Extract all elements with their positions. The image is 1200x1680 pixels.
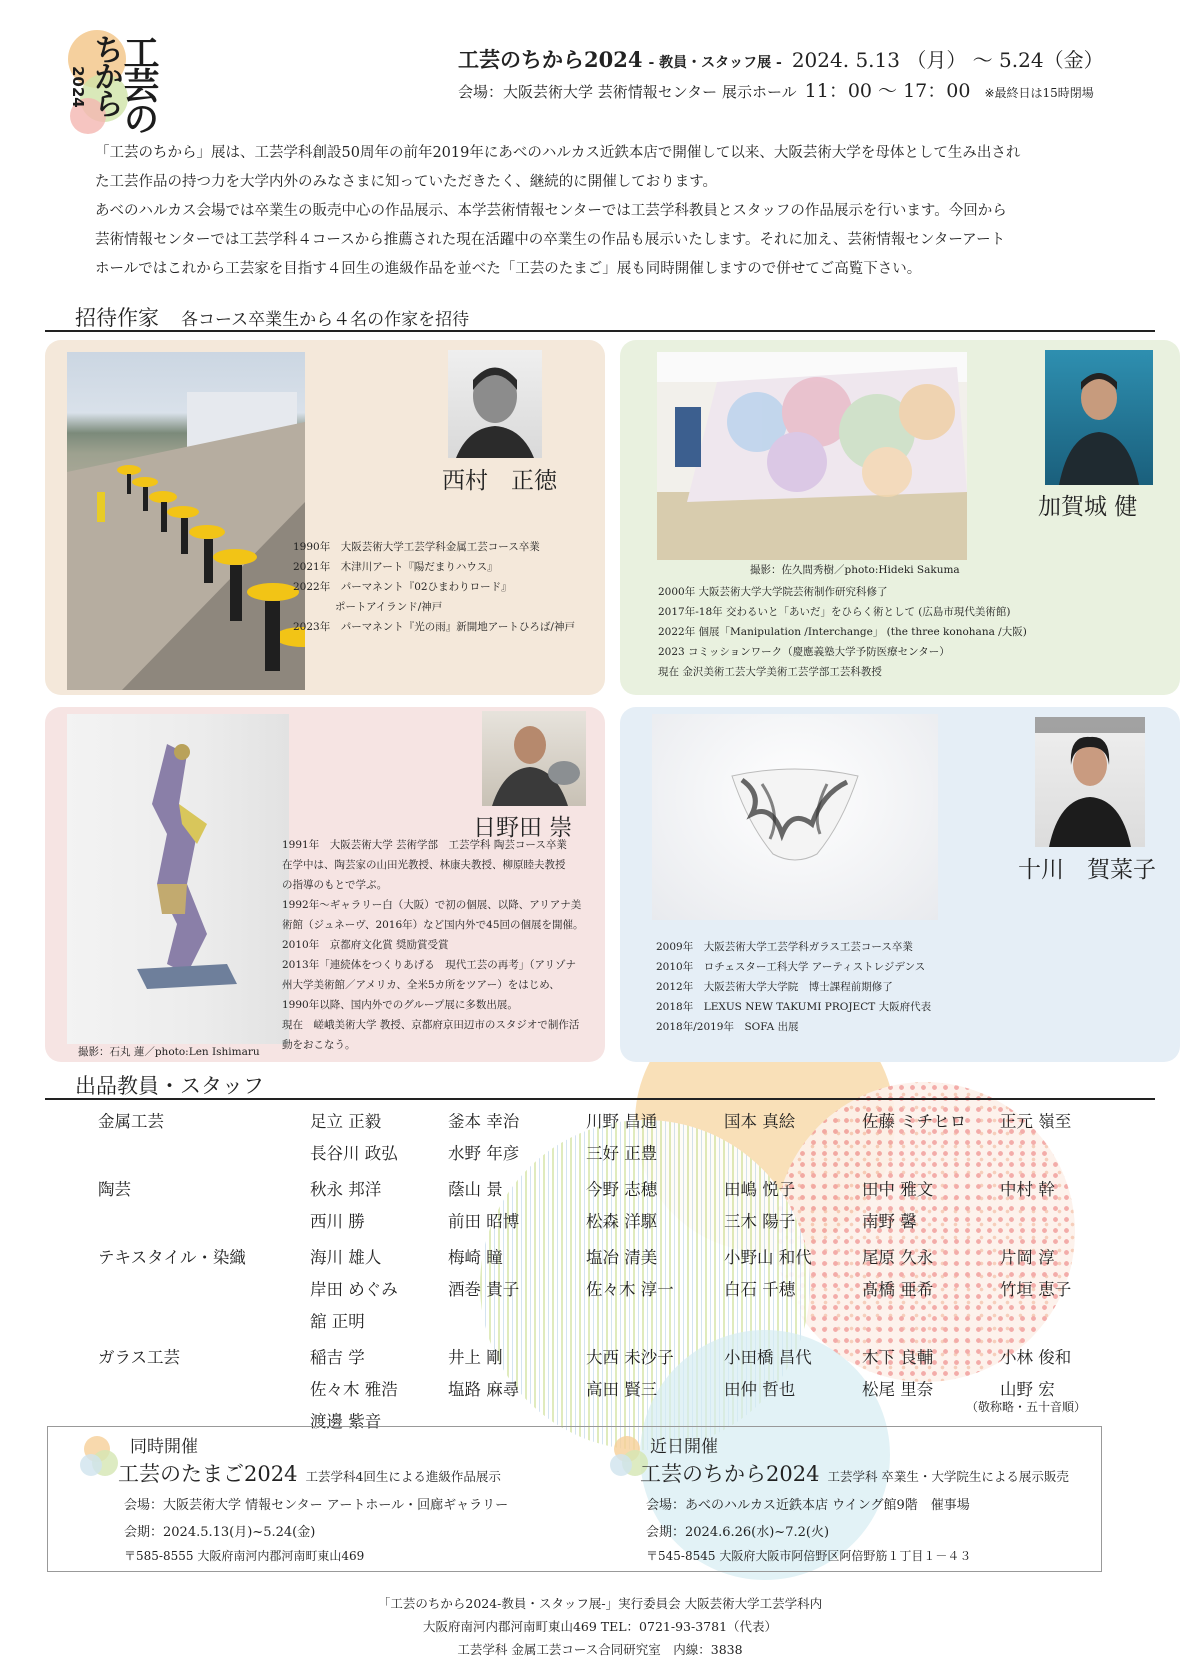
- cv-line: の指導のもとで学ぶ。: [282, 879, 388, 891]
- staff-member-name: 竹垣 恵子: [1000, 1280, 1072, 1299]
- cv-line: 1992年〜ギャラリー白（大阪）で初の個展、以降、アリアナ美: [282, 899, 582, 911]
- artist-name: 日野田 崇: [473, 815, 573, 841]
- photo-credit: 撮影：佐久間秀樹／photo:Hideki Sakuma: [750, 564, 960, 576]
- cv-line: 2022年 パーマネント『02ひまわりロード』: [293, 581, 512, 593]
- staff-member-name: 岸田 めぐみ: [310, 1280, 398, 1299]
- staff-heading: 出品教員・スタッフ: [75, 1074, 264, 1098]
- staff-member-name: 三木 陽子: [724, 1212, 796, 1231]
- event-title-line: [118, 1458, 501, 1488]
- divider: [45, 1098, 1155, 1100]
- staff-member-name: 梅崎 瞳: [448, 1248, 503, 1267]
- footer-line: 工芸学科 金属工芸コース合同研究室 内線：3838: [457, 1642, 743, 1657]
- closing-note: ※最終日は15時閉場: [984, 86, 1094, 100]
- staff-member-name: 南野 馨: [862, 1212, 917, 1231]
- staff-member-name: 今野 志穂: [586, 1180, 658, 1199]
- cv-line: 2023 コミッションワーク（慶應義塾大学予防医療センター）: [658, 646, 950, 658]
- artist-card-kagajo: [620, 340, 1180, 695]
- staff-member-name: 舘 正明: [310, 1312, 365, 1331]
- artist-portrait: [448, 350, 542, 458]
- cv-line: 2000年 大阪芸術大学大学院芸術制作研究科修了: [658, 586, 888, 598]
- artist-portrait: [1035, 717, 1145, 847]
- staff-member-name: 大西 未沙子: [586, 1348, 674, 1367]
- cv-line: 2018年 LEXUS NEW TAKUMI PROJECT 大阪府代表: [656, 1001, 932, 1013]
- event-title: 工芸のちから2024: [640, 1462, 820, 1486]
- intro-line: 「工芸のちから」展は、工芸学科創設50周年の前年2019年にあべのハルカス近鉄本店で開催して以来、大阪芸術大学を母体として生み出され: [95, 145, 1021, 161]
- intro-line: た工芸作品の持つ力を大学内外のみなさまに知っていただきたく、継続的に開催しております。: [95, 174, 718, 190]
- exhibition-dates: 2024. 5.13 （月） 〜 5.24（金）: [791, 48, 1104, 72]
- staff-member-name: 秋永 邦洋: [310, 1180, 382, 1199]
- footer-line: 「工芸のちから2024-教員・スタッフ展-」実行委員会 大阪芸術大学工芸学科内: [377, 1596, 823, 1611]
- staff-member-name: 松森 洋駆: [586, 1212, 658, 1231]
- artist-cv: [658, 582, 1027, 682]
- event-address: 〒585-8555 大阪府南河内郡河南町東山469: [124, 1549, 365, 1563]
- staff-member-name: 稲吉 学: [310, 1348, 365, 1367]
- staff-member-name: 中村 幹: [1000, 1180, 1055, 1199]
- event-subtitle: 工芸学科 卒業生・大学院生による展示販売: [827, 1469, 1069, 1484]
- event-address: 〒545-8545 大阪府大阪市阿倍野区阿倍野筋１丁目１－４３: [646, 1549, 972, 1563]
- cv-line: 2012年 大阪芸術大学大学院 博士課程前期修了: [656, 981, 893, 993]
- staff-member-name: 白石 千穂: [724, 1280, 796, 1299]
- staff-member-name: 田仲 哲也: [724, 1380, 796, 1399]
- staff-member-name: 釜本 幸治: [448, 1112, 520, 1131]
- cv-line: 2017年-18年 交わるいと「あいだ」をひらく術として (広島市現代美術館): [658, 606, 1011, 618]
- logo-text-2: ちから: [88, 34, 123, 115]
- staff-member-name: 渡邊 紫音: [310, 1412, 382, 1431]
- cv-line: 2010年 京都府文化賞 奨励賞受賞: [282, 939, 449, 951]
- artwork-illustration: [67, 352, 305, 690]
- opening-hours: 11：00 〜 17：00: [804, 80, 971, 102]
- cv-line: 1990年 大阪芸術大学工芸学科金属工芸コース卒業: [293, 541, 540, 553]
- event-title: 工芸のたまご2024: [118, 1462, 298, 1486]
- staff-member-name: 水野 年彦: [448, 1144, 520, 1163]
- logo: [68, 28, 178, 138]
- staff-member-name: 片岡 淳: [1000, 1248, 1055, 1267]
- photo-credit: 撮影：石丸 蓮／photo:Len Ishimaru: [78, 1046, 260, 1058]
- artist-name: 西村 正徳: [442, 468, 557, 494]
- exhibition-title-line: [458, 44, 1104, 74]
- staff-member-name: 川野 昌通: [586, 1112, 658, 1131]
- staff-member-name: 塩路 麻尋: [448, 1380, 520, 1399]
- artist-card-hinoda: [45, 707, 605, 1062]
- artwork-photo: [657, 352, 967, 560]
- staff-member-name: 足立 正毅: [310, 1112, 382, 1131]
- staff-course-label: 金属工芸: [98, 1112, 164, 1131]
- artwork-photo: [67, 714, 289, 1044]
- staff-member-name: 尾原 久永: [862, 1248, 934, 1267]
- event-title-line: [640, 1458, 1069, 1488]
- staff-member-name: 国本 真絵: [724, 1112, 796, 1131]
- artwork-illustration: [657, 352, 967, 560]
- invited-heading: [75, 302, 469, 332]
- cv-line: 2013年「連続体をつくりあげる 現代工芸の再考」（アリゾナ: [282, 959, 577, 971]
- event-label: 同時開催: [130, 1437, 198, 1457]
- event-venue: 会場：あべのハルカス近鉄本店 ウイング館9階 催事場: [646, 1498, 970, 1513]
- staff-member-name: 佐藤 ミチヒロ: [862, 1112, 967, 1131]
- cv-line: 術館（ジュネーヴ、2016年）など国内外で45回の個展を開催。: [282, 919, 584, 931]
- intro-text: [95, 139, 1105, 284]
- staff-member-name: 三好 正豊: [586, 1144, 658, 1163]
- cv-line: ポートアイランド/神戸: [293, 601, 443, 613]
- cv-line: 動をおこなう。: [282, 1039, 356, 1051]
- event-concurrent: [80, 1430, 580, 1570]
- staff-member-name: 蔭山 景: [448, 1180, 503, 1199]
- staff-member-name: 前田 昭博: [448, 1212, 520, 1231]
- artist-cv: [282, 835, 584, 1055]
- artist-cv: [293, 537, 575, 637]
- staff-member-name: 木下 良輔: [862, 1348, 934, 1367]
- event-label: 近日開催: [650, 1437, 718, 1457]
- divider: [45, 330, 1155, 332]
- artwork-illustration: [67, 714, 289, 1044]
- cv-line: 2018年/2019年 SOFA 出展: [656, 1021, 799, 1033]
- artwork-photo: [67, 352, 305, 690]
- staff-member-name: 田嶋 悦子: [724, 1180, 796, 1199]
- staff-member-name: 塩冶 清美: [586, 1248, 658, 1267]
- cv-line: 2022年 個展「Manipulation /Interchange」 (the three konohana /大阪): [658, 626, 1027, 638]
- event-upcoming: [610, 1430, 1100, 1570]
- cv-line: 在学中は、陶芸家の山田光教授、林康夫教授、柳原睦夫教授: [282, 859, 566, 871]
- event-dots-icon: [80, 1436, 120, 1476]
- cv-line: 現在 嵯峨美術大学 教授、京都府京田辺市のスタジオで制作活: [282, 1019, 580, 1031]
- artist-name: 十川 賀菜子: [1018, 857, 1156, 883]
- staff-member-name: 小林 俊和: [1000, 1348, 1072, 1367]
- exhibition-venue-line: [458, 76, 1094, 103]
- cv-line: 1991年 大阪芸術大学 芸術学部 工芸学科 陶芸コース卒業: [282, 839, 567, 851]
- staff-member-name: 佐々木 雅浩: [310, 1380, 398, 1399]
- invited-title: 招待作家: [75, 306, 159, 330]
- artist-name: 加賀城 健: [1038, 494, 1138, 520]
- staff-member-name: 松尾 里奈: [862, 1380, 934, 1399]
- invited-subtitle: 各コース卒業生から４名の作家を招待: [181, 310, 470, 330]
- logo-year: 2024: [69, 66, 87, 108]
- event-venue: 会場：大阪芸術大学 情報センター アートホール・回廊ギャラリー: [124, 1498, 509, 1513]
- staff-member-name: 髙橋 亜希: [862, 1280, 934, 1299]
- staff-member-name: 山野 宏: [1000, 1380, 1055, 1399]
- staff-member-name: 小田橋 昌代: [724, 1348, 812, 1367]
- decor-circle-dots: [775, 1082, 1075, 1382]
- staff-member-name: 長谷川 政弘: [310, 1144, 398, 1163]
- event-period: 会期：2024.5.13(月)~5.24(金): [124, 1525, 316, 1540]
- staff-member-name: 田中 雅文: [862, 1180, 934, 1199]
- staff-course-label: 陶芸: [98, 1180, 131, 1199]
- intro-line: 芸術情報センターでは工芸学科４コースから推薦された現在活躍中の卒業生の作品も展示いたします。それに加え、芸術情報センターアート: [95, 232, 1006, 248]
- staff-member-name: 海川 雄人: [310, 1248, 382, 1267]
- cv-line: 2009年 大阪芸術大学工芸学科ガラス工芸コース卒業: [656, 941, 913, 953]
- footer-line: 大阪府南河内郡河南町東山469 TEL：0721-93-3781（代表）: [422, 1619, 778, 1634]
- artist-portrait: [1045, 350, 1153, 485]
- artist-cv: [656, 937, 931, 1037]
- venue: 会場：大阪芸術大学 芸術情報センター 展示ホール: [458, 83, 797, 101]
- staff-member-name: 西川 勝: [310, 1212, 365, 1231]
- cv-line: 州大学美術館／アメリカ、全米5カ所をツアー）をはじめ、: [282, 979, 560, 991]
- cv-line: 現在 金沢美術工芸大学美術工芸学部工芸科教授: [658, 666, 882, 678]
- staff-member-name: 酒巻 貴子: [448, 1280, 520, 1299]
- artist-card-sogawa: [620, 707, 1180, 1062]
- logo-text-1: 工芸の: [118, 34, 159, 133]
- cv-line: 2023年 パーマネント『光の雨』新開地アートひろば/神戸: [293, 621, 575, 633]
- artist-card-nishimura: [45, 340, 605, 695]
- staff-member-name: 佐々木 淳一: [586, 1280, 674, 1299]
- staff-member-name: 高田 賢三: [586, 1380, 658, 1399]
- staff-note: （敬称略・五十音順）: [966, 1400, 1087, 1414]
- artist-portrait: [482, 711, 586, 806]
- event-subtitle: 工芸学科4回生による進級作品展示: [305, 1469, 501, 1484]
- intro-line: ホールではこれから工芸家を目指す４回生の進級作品を並べた「工芸のたまご」展も同時開催しますので併せてご高覧下さい。: [95, 261, 922, 277]
- exhibition-subtitle: - 教員・スタッフ展 -: [648, 55, 782, 71]
- staff-course-label: テキスタイル・染織: [98, 1248, 246, 1267]
- cv-line: 2010年 ロチェスター工科大学 アーティストレジデンス: [656, 961, 926, 973]
- artwork-illustration: [652, 714, 938, 920]
- cv-line: 1990年以降、国内外でのグループ展に多数出展。: [282, 999, 518, 1011]
- cv-line: 2021年 木津川アート『陽だまりハウス』: [293, 561, 498, 573]
- staff-member-name: 井上 剛: [448, 1348, 503, 1367]
- event-period: 会期：2024.6.26(水)~7.2(火): [646, 1525, 830, 1540]
- artwork-photo: [652, 714, 938, 920]
- intro-line: あべのハルカス会場では卒業生の販売中心の作品展示、本学芸術情報センターでは工芸学科教員とスタッフの作品展示を行います。今回から: [95, 203, 1007, 219]
- exhibition-title: 工芸のちから2024: [458, 47, 643, 72]
- staff-member-name: 正元 嶺至: [1000, 1112, 1072, 1131]
- staff-course-label: ガラス工芸: [98, 1348, 181, 1367]
- staff-member-name: 小野山 和代: [724, 1248, 812, 1267]
